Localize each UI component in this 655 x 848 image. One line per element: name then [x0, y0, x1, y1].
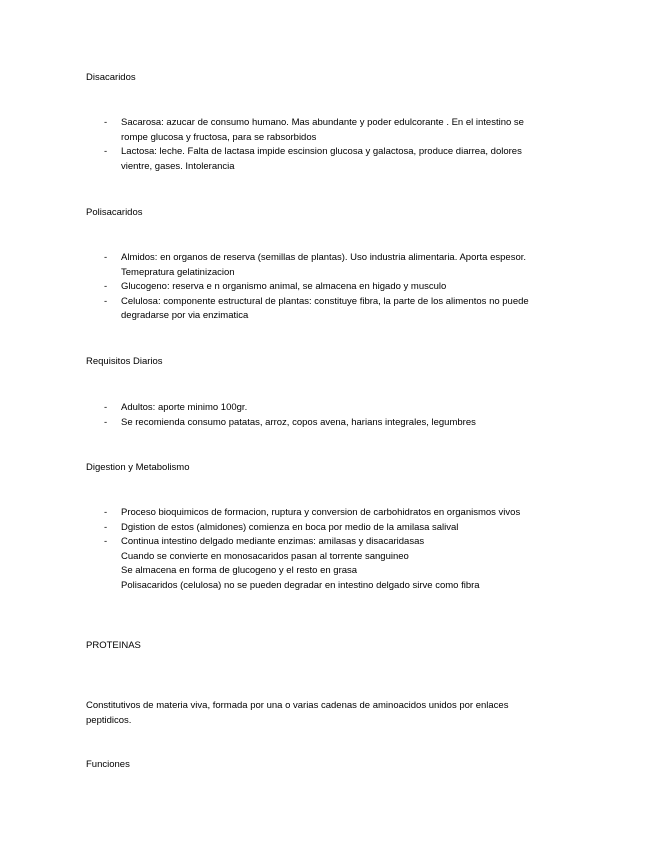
- bullet-dash: -: [104, 252, 108, 263]
- bullet-dash: -: [104, 416, 108, 428]
- bullet-dash: -: [104, 536, 108, 547]
- section-heading-requisitos-diarios: Requisitos Diarios: [86, 356, 163, 367]
- bullet-list-digestion: [104, 506, 534, 593]
- list-item: [104, 401, 534, 416]
- continuation-line: Se almacena en forma de glucogeno y el resto en grasa: [121, 565, 358, 576]
- continuation-line: Polisacaridos (celulosa) no se pueden degradar en intestino delgado sirve como fibra: [121, 579, 480, 591]
- list-item: [104, 535, 534, 593]
- bullet-dash: -: [104, 507, 108, 518]
- continuation-line: Cuando se convierte en monosacaridos pasan al torrente sanguineo: [121, 550, 409, 562]
- bullet-dash: -: [104, 146, 108, 157]
- list-item-text: Dgistion de estos (almidones) comienza en boca por medio de la amilasa salival: [121, 521, 459, 533]
- list-item: [104, 416, 534, 431]
- proteinas-paragraph: Constitutivos de materia viva, formada por una o varias cadenas de aminoacidos unidos por enlaces peptidicos.: [86, 700, 509, 726]
- list-item: [104, 521, 534, 536]
- list-item: [104, 506, 534, 521]
- bullet-dash: -: [104, 402, 108, 413]
- section-heading-proteinas: PROTEINAS: [86, 640, 141, 651]
- bullet-list-disacaridos: [104, 116, 534, 174]
- section-heading-disacaridos: Disacaridos: [86, 72, 136, 83]
- list-item: [104, 251, 534, 280]
- list-item-text: Lactosa: leche. Falta de lactasa impide escinsion glucosa y galactosa, produce diarrea, dolores vientre, gases. Intolerancia: [121, 146, 522, 172]
- bullet-list-polisacaridos: [104, 251, 534, 324]
- bullet-list-requisitos: [104, 401, 534, 430]
- list-item: [104, 145, 534, 174]
- list-item-text: Celulosa: componente estructural de plantas: constituye fibra, la parte de los alimentos no puede degradarse por via enzimatica: [121, 295, 529, 321]
- bullet-dash: -: [104, 117, 108, 128]
- list-item-text: Glucogeno: reserva e n organismo animal, se almacena en higado y musculo: [121, 281, 447, 292]
- section-heading-funciones: Funciones: [86, 759, 130, 770]
- section-heading-digestion: Digestion y Metabolismo: [86, 462, 190, 473]
- list-item: [104, 116, 534, 145]
- list-item-text: Adultos: aporte minimo 100gr.: [121, 402, 248, 413]
- list-item: [104, 295, 534, 324]
- section-heading-polisacaridos: Polisacaridos: [86, 207, 143, 218]
- list-item-text: Continua intestino delgado mediante enzimas: amilasas y disacaridasas: [121, 536, 425, 547]
- bullet-dash: -: [104, 521, 108, 533]
- bullet-dash: -: [104, 295, 108, 307]
- list-item-text: Almidos: en organos de reserva (semillas de plantas). Uso industria alimentaria. Aporta espesor. Temepratura gelatinizacion: [121, 252, 527, 278]
- list-item-text: Sacarosa: azucar de consumo humano. Mas abundante y poder edulcorante . En el intestino se rompe glucosa y fructosa, para se rabsorbidos: [121, 117, 524, 143]
- list-item-text: Proceso bioquimicos de formacion, ruptura y conversion de carbohidratos en organismos vivos: [121, 507, 521, 518]
- bullet-dash: -: [104, 281, 108, 292]
- list-item: [104, 280, 534, 295]
- list-item-text: Se recomienda consumo patatas, arroz, copos avena, harians integrales, legumbres: [121, 416, 476, 428]
